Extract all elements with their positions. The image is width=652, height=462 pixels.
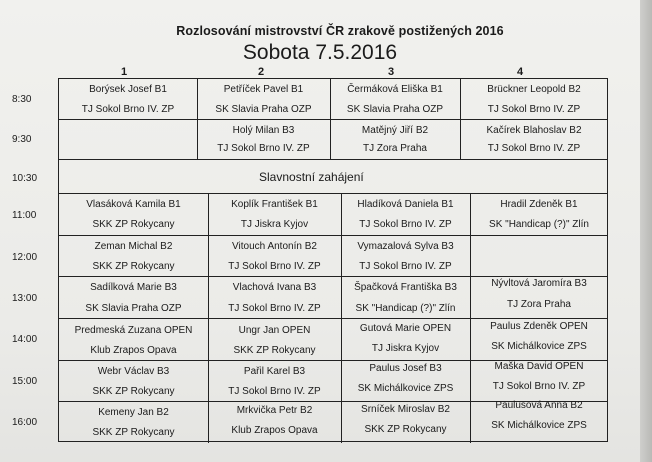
player-name: Sadílková Marie B3 — [90, 282, 177, 293]
player-club: TJ Sokol Brno IV. ZP — [228, 303, 321, 314]
page-edge — [640, 0, 652, 462]
player-name: Predmeská Zuzana OPEN — [74, 325, 193, 336]
player-club: TJ Sokol Brno IV. ZP — [487, 143, 581, 154]
time-label: 15:00 — [12, 376, 38, 387]
time-label: 8:30 — [12, 94, 32, 105]
player-name: Borýsek Josef B1 — [89, 84, 167, 95]
player-name: Paulus Zdeněk OPEN — [490, 321, 588, 332]
player-name: Webr Václav B3 — [97, 366, 170, 377]
time-label: 14:00 — [12, 334, 38, 345]
player-club: TJ Sokol Brno IV. ZP — [228, 386, 321, 397]
player-club: SK Michálkovice ZPS — [491, 341, 587, 352]
time-label: 16:00 — [12, 417, 38, 428]
column-header-4: 4 — [516, 66, 524, 78]
player-name: Kačírek Blahoslav B2 — [486, 125, 582, 136]
column-header-2: 2 — [257, 66, 265, 78]
opening-ceremony-label: Slavnostní zahájení — [259, 170, 364, 184]
player-club: TJ Sokol Brno IV. ZP — [359, 219, 452, 230]
time-label: 13:00 — [12, 293, 38, 304]
player-club: SK Slavia Praha OZP — [215, 104, 312, 115]
player-club: SK "Handicap (?)" Zlín — [489, 219, 589, 230]
player-name: Nývltová Jaromíra B3 — [491, 278, 587, 289]
player-club: SK Slavia Praha OZP — [85, 303, 182, 314]
player-name: Čermáková Eliška B1 — [347, 84, 443, 95]
column-header-1: 1 — [120, 66, 128, 78]
row-divider — [59, 318, 607, 319]
player-name: Holý Milan B3 — [232, 125, 295, 136]
row-divider — [59, 119, 607, 120]
player-name: Vlasáková Kamila B1 — [86, 199, 181, 210]
player-club: SK "Handicap (?)" Zlín — [355, 303, 456, 314]
player-club: SKK ZP Rokycany — [233, 345, 316, 356]
player-club: TJ Sokol Brno IV. ZP — [81, 104, 175, 115]
player-club: SK Slavia Praha OZP — [346, 104, 444, 115]
time-label: 11:00 — [12, 210, 37, 221]
player-club: SKK ZP Rokycany — [92, 219, 175, 230]
page-subtitle: Sobota 7.5.2016 — [242, 41, 398, 64]
player-name: Špačková Františka B3 — [354, 282, 457, 293]
player-club: SKK ZP Rokycany — [92, 386, 175, 397]
player-club: TJ Sokol Brno IV. ZP — [492, 381, 586, 392]
time-label: 10:30 — [12, 173, 38, 184]
player-name: Gutová Marie OPEN — [359, 323, 452, 334]
player-club: SK Michálkovice ZPS — [357, 383, 454, 394]
player-name: Vitouch Antonín B2 — [232, 241, 317, 252]
player-name: Kemeny Jan B2 — [98, 407, 169, 418]
player-name: Matějný Jiří B2 — [361, 125, 429, 136]
player-club: Klub Zrapos Opava — [231, 425, 318, 436]
player-name: Hladíková Daniela B1 — [357, 199, 454, 210]
player-name: Koplík František B1 — [231, 199, 318, 210]
row-divider — [59, 276, 607, 277]
column-header-3: 3 — [387, 66, 395, 78]
player-club: SKK ZP Rokycany — [92, 261, 175, 272]
player-name: Brückner Leopold B2 — [487, 84, 581, 95]
time-label: 12:00 — [12, 252, 38, 263]
player-club: SKK ZP Rokycany — [92, 427, 175, 438]
player-name: Vymazalová Sylva B3 — [357, 241, 454, 252]
player-club: SK Michálkovice ZPS — [491, 420, 587, 431]
player-name: Hradil Zdeněk B1 — [500, 199, 578, 210]
player-club: TJ Sokol Brno IV. ZP — [228, 261, 321, 272]
row-divider — [59, 193, 607, 194]
player-club: TJ Sokol Brno IV. ZP — [359, 261, 452, 272]
player-club: TJ Zora Praha — [363, 143, 427, 154]
player-name: Mrkvička Petr B2 — [236, 405, 313, 416]
page-title: Rozlosování mistrovství ČR zrakově postižených 2016 — [176, 24, 504, 38]
player-name: Paulusová Anna B2 — [495, 400, 583, 411]
player-club: TJ Sokol Brno IV. ZP — [487, 104, 581, 115]
player-name: Petříček Pavel B1 — [223, 84, 304, 95]
time-label: 9:30 — [12, 134, 32, 145]
player-name: Vlachová Ivana B3 — [232, 282, 317, 293]
player-club: TJ Sokol Brno IV. ZP — [217, 143, 310, 154]
player-club: TJ Jiskra Kyjov — [371, 343, 440, 354]
player-club: Klub Zrapos Opava — [90, 345, 177, 356]
player-club: TJ Zora Praha — [507, 299, 571, 310]
player-club: SKK ZP Rokycany — [364, 424, 447, 435]
row-divider — [59, 235, 607, 236]
player-name: Zeman Michal B2 — [94, 241, 173, 252]
schedule-table — [58, 78, 608, 442]
player-name: Maška David OPEN — [494, 361, 584, 372]
player-name: Paulus Josef B3 — [369, 363, 442, 374]
player-name: Pařil Karel B3 — [243, 366, 306, 377]
player-name: Ungr Jan OPEN — [238, 325, 311, 336]
player-club: TJ Jiskra Kyjov — [240, 219, 309, 230]
row-divider — [59, 159, 607, 160]
player-name: Srníček Miroslav B2 — [361, 404, 450, 415]
